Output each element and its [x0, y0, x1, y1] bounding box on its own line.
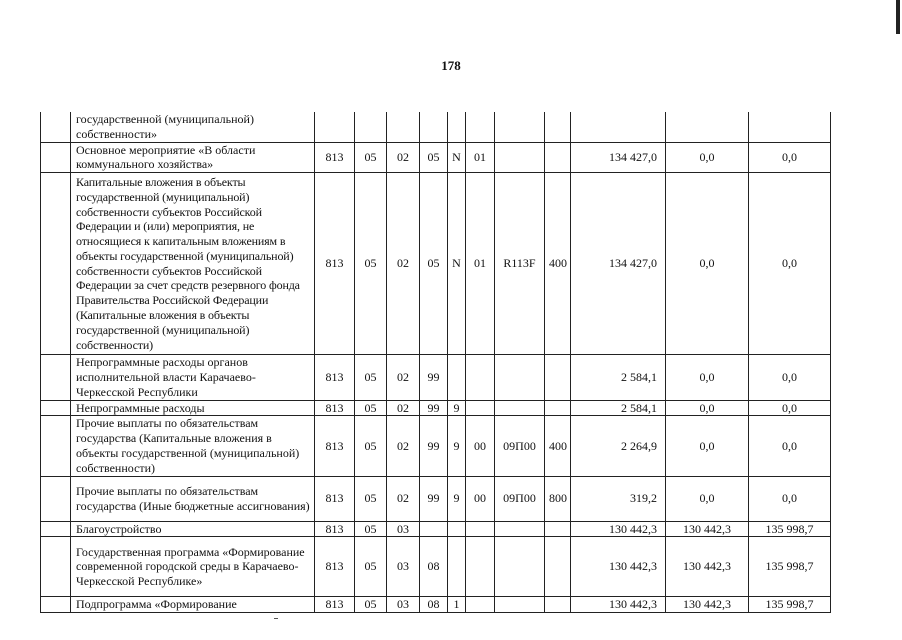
ved-code: 813: [315, 521, 355, 537]
ved-code: 813: [315, 173, 355, 355]
ved-code: 813: [315, 537, 355, 597]
amount-year-1: 2 264,9: [571, 416, 666, 476]
ved-code: 813: [315, 400, 355, 416]
ved-code: 813: [315, 142, 355, 173]
row-name: Подпрограмма «Формирование: [71, 597, 315, 613]
amount-year-3: 0,0: [749, 355, 831, 400]
table-row: [41, 400, 831, 416]
subprogram-code: N: [448, 173, 466, 355]
row-name: Благоустройство: [71, 521, 315, 537]
measure-code: [466, 400, 495, 416]
margin-cell: [41, 521, 71, 537]
section-code: 05: [355, 476, 387, 521]
ved-code: 813: [315, 416, 355, 476]
subprogram-code: [448, 537, 466, 597]
target-code: [495, 400, 545, 416]
amount-year-3: 0,0: [749, 476, 831, 521]
subsection-code: 02: [387, 476, 420, 521]
measure-code: 00: [466, 476, 495, 521]
subsection-code: 02: [387, 400, 420, 416]
target-code: [495, 537, 545, 597]
amount-year-2: 0,0: [666, 416, 749, 476]
target-code: [495, 355, 545, 400]
margin-cell: [41, 537, 71, 597]
program-code: [420, 112, 448, 142]
measure-code: [466, 537, 495, 597]
amount-year-2: [666, 112, 749, 142]
margin-cell: [41, 416, 71, 476]
expense-type-code: [545, 355, 571, 400]
expense-type-code: [545, 521, 571, 537]
section-code: [355, 112, 387, 142]
scan-speck: [274, 618, 278, 619]
row-name: Прочие выплаты по обязательствам государства (Капитальные вложения в объекты государственной (муниципальной) собственности): [71, 416, 315, 476]
row-name: Основное мероприятие «В области коммунального хозяйства»: [71, 142, 315, 173]
amount-year-1: 130 442,3: [571, 521, 666, 537]
ved-code: 813: [315, 355, 355, 400]
table-row: [41, 521, 831, 537]
subsection-code: 03: [387, 597, 420, 613]
program-code: 99: [420, 476, 448, 521]
subsection-code: 03: [387, 521, 420, 537]
subsection-code: 02: [387, 142, 420, 173]
amount-year-3: 0,0: [749, 142, 831, 173]
expense-type-code: [545, 597, 571, 613]
measure-code: [466, 597, 495, 613]
subprogram-code: [448, 521, 466, 537]
subprogram-code: N: [448, 142, 466, 173]
target-code: 09П00: [495, 416, 545, 476]
expense-type-code: [545, 112, 571, 142]
amount-year-2: 0,0: [666, 476, 749, 521]
subsection-code: 02: [387, 355, 420, 400]
expense-type-code: [545, 142, 571, 173]
program-code: 99: [420, 416, 448, 476]
amount-year-2: 0,0: [666, 400, 749, 416]
ved-code: 813: [315, 476, 355, 521]
subprogram-code: 9: [448, 476, 466, 521]
program-code: 05: [420, 142, 448, 173]
table-row: [41, 476, 831, 521]
subprogram-code: 9: [448, 416, 466, 476]
subsection-code: 03: [387, 537, 420, 597]
section-code: 05: [355, 173, 387, 355]
margin-cell: [41, 112, 71, 142]
row-name: Непрограммные расходы: [71, 400, 315, 416]
section-code: 05: [355, 416, 387, 476]
margin-cell: [41, 400, 71, 416]
subsection-code: 02: [387, 416, 420, 476]
subprogram-code: 9: [448, 400, 466, 416]
target-code: [495, 142, 545, 173]
page-number: 178: [441, 58, 461, 73]
table-row: [41, 537, 831, 597]
table-row: [41, 142, 831, 173]
target-code: [495, 597, 545, 613]
margin-cell: [41, 355, 71, 400]
margin-cell: [41, 476, 71, 521]
amount-year-2: 130 442,3: [666, 597, 749, 613]
program-code: 99: [420, 400, 448, 416]
table-row: [41, 416, 831, 476]
subprogram-code: [448, 112, 466, 142]
page-edge-mark: [896, 0, 900, 34]
program-code: 08: [420, 597, 448, 613]
target-code: [495, 112, 545, 142]
margin-cell: [41, 173, 71, 355]
amount-year-1: 319,2: [571, 476, 666, 521]
amount-year-1: 130 442,3: [571, 537, 666, 597]
subprogram-code: [448, 355, 466, 400]
margin-cell: [41, 597, 71, 613]
expense-type-code: [545, 400, 571, 416]
section-code: 05: [355, 400, 387, 416]
target-code: 09П00: [495, 476, 545, 521]
section-code: 05: [355, 142, 387, 173]
table-row: [41, 173, 831, 355]
measure-code: 00: [466, 416, 495, 476]
expense-type-code: 400: [545, 173, 571, 355]
measure-code: [466, 521, 495, 537]
subsection-code: [387, 112, 420, 142]
section-code: 05: [355, 521, 387, 537]
target-code: [495, 521, 545, 537]
amount-year-1: 134 427,0: [571, 142, 666, 173]
measure-code: 01: [466, 142, 495, 173]
subsection-code: 02: [387, 173, 420, 355]
row-name: Прочие выплаты по обязательствам государства (Иные бюджетные ассигнования): [71, 476, 315, 521]
program-code: 08: [420, 537, 448, 597]
row-name: Непрограммные расходы органов исполнительной власти Карачаево-Черкесской Республики: [71, 355, 315, 400]
program-code: 05: [420, 173, 448, 355]
amount-year-2: 0,0: [666, 355, 749, 400]
amount-year-3: 135 998,7: [749, 537, 831, 597]
row-name: Государственная программа «Формирование современной городской среды в Карачаево-Черкесской Республике»: [71, 537, 315, 597]
expense-type-code: [545, 537, 571, 597]
amount-year-3: 135 998,7: [749, 521, 831, 537]
amount-year-1: 2 584,1: [571, 400, 666, 416]
amount-year-1: [571, 112, 666, 142]
amount-year-3: [749, 112, 831, 142]
amount-year-2: 0,0: [666, 142, 749, 173]
amount-year-3: 0,0: [749, 400, 831, 416]
row-name: Капитальные вложения в объекты государственной (муниципальной) собственности субъектов Российской Федерации и (или) мероприятия, не относящиеся к капитальным вложениям в объекты государственной (муниципальной) собственности субъектов Российской Федерации за счет средств резервного фонда Правительства Российской Федерации (Капитальные вложения в объекты государственной (муниципальной) собственности): [71, 173, 315, 355]
amount-year-3: 0,0: [749, 416, 831, 476]
program-code: [420, 521, 448, 537]
amount-year-2: 0,0: [666, 173, 749, 355]
row-name: государственной (муниципальной) собственности»: [71, 112, 315, 142]
subprogram-code: 1: [448, 597, 466, 613]
table-row: [41, 597, 831, 613]
margin-cell: [41, 142, 71, 173]
budget-table: [40, 112, 831, 613]
target-code: R113F: [495, 173, 545, 355]
amount-year-1: 130 442,3: [571, 597, 666, 613]
measure-code: 01: [466, 173, 495, 355]
measure-code: [466, 112, 495, 142]
amount-year-2: 130 442,3: [666, 537, 749, 597]
amount-year-1: 2 584,1: [571, 355, 666, 400]
section-code: 05: [355, 355, 387, 400]
expense-type-code: 400: [545, 416, 571, 476]
ved-code: 813: [315, 597, 355, 613]
amount-year-2: 130 442,3: [666, 521, 749, 537]
section-code: 05: [355, 597, 387, 613]
measure-code: [466, 355, 495, 400]
table-row: [41, 112, 831, 142]
amount-year-3: 0,0: [749, 173, 831, 355]
ved-code: [315, 112, 355, 142]
expense-type-code: 800: [545, 476, 571, 521]
amount-year-1: 134 427,0: [571, 173, 666, 355]
table-row: [41, 355, 831, 400]
program-code: 99: [420, 355, 448, 400]
amount-year-3: 135 998,7: [749, 597, 831, 613]
section-code: 05: [355, 537, 387, 597]
